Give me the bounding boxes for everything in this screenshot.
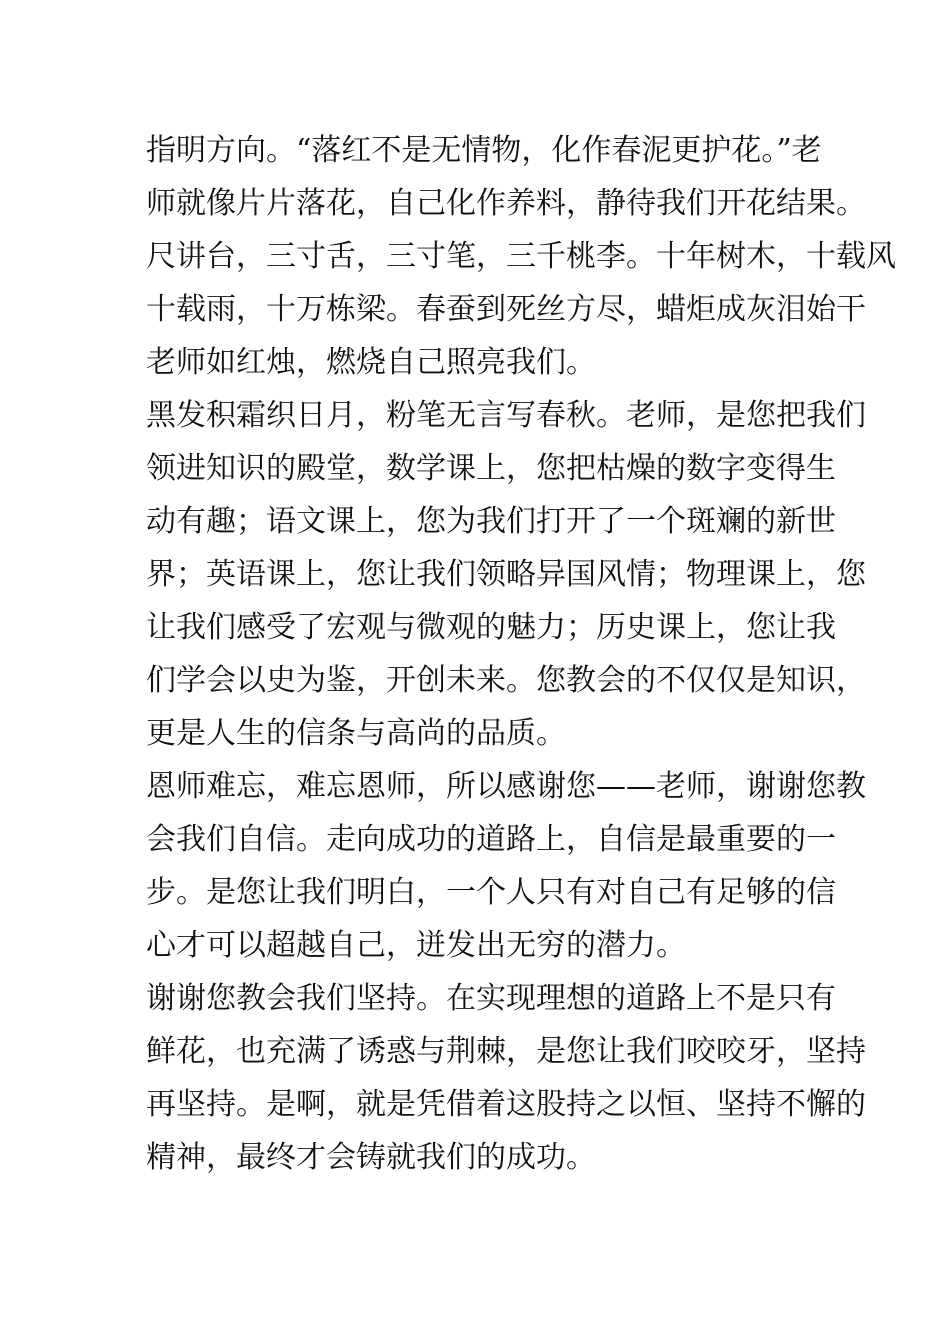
text-line: 尺讲台，三寸舌，三寸笔，三千桃李。十年树木，十载风 bbox=[146, 239, 896, 274]
text-line: 鲜花，也充满了诱惑与荆棘，是您让我们咬咬牙，坚持 bbox=[146, 1034, 866, 1069]
text-line: 黑发积霜织日月，粉笔无言写春秋。老师，是您把我们 bbox=[146, 398, 866, 433]
text-line: 精神，最终才会铸就我们的成功。 bbox=[146, 1140, 596, 1175]
text-line: 师就像片片落花，自己化作养料，静待我们开花结果。 bbox=[146, 186, 866, 221]
text-line: 恩师难忘，难忘恩师，所以感谢您——老师，谢谢您教 bbox=[146, 769, 866, 804]
text-line: 让我们感受了宏观与微观的魅力；历史课上，您让我 bbox=[146, 610, 836, 645]
text-line: 十载雨，十万栋梁。春蚕到死丝方尽，蜡炬成灰泪始干 bbox=[146, 292, 866, 327]
text-line: 谢谢您教会我们坚持。在实现理想的道路上不是只有 bbox=[146, 981, 836, 1016]
text-line: 们学会以史为鉴，开创未来。您教会的不仅仅是知识， bbox=[146, 663, 866, 698]
text-line: 界；英语课上，您让我们领略异国风情；物理课上，您 bbox=[146, 557, 866, 592]
text-line: 更是人生的信条与高尚的品质。 bbox=[146, 716, 566, 751]
text-line: 会我们自信。走向成功的道路上，自信是最重要的一 bbox=[146, 822, 836, 857]
text-line: 步。是您让我们明白，一个人只有对自己有足够的信 bbox=[146, 875, 836, 910]
text-line: 心才可以超越自己，迸发出无穷的潜力。 bbox=[146, 928, 686, 963]
text-line: 领进知识的殿堂，数学课上，您把枯燥的数字变得生 bbox=[146, 451, 836, 486]
document-body bbox=[146, 124, 896, 1184]
text-line: 指明方向。“落红不是无情物，化作春泥更护花。”老 bbox=[146, 133, 822, 168]
text-line: 动有趣；语文课上，您为我们打开了一个斑斓的新世 bbox=[146, 504, 836, 539]
text-line: 再坚持。是啊，就是凭借着这股持之以恒、坚持不懈的 bbox=[146, 1087, 866, 1122]
text-line: 老师如红烛，燃烧自己照亮我们。 bbox=[146, 345, 596, 380]
